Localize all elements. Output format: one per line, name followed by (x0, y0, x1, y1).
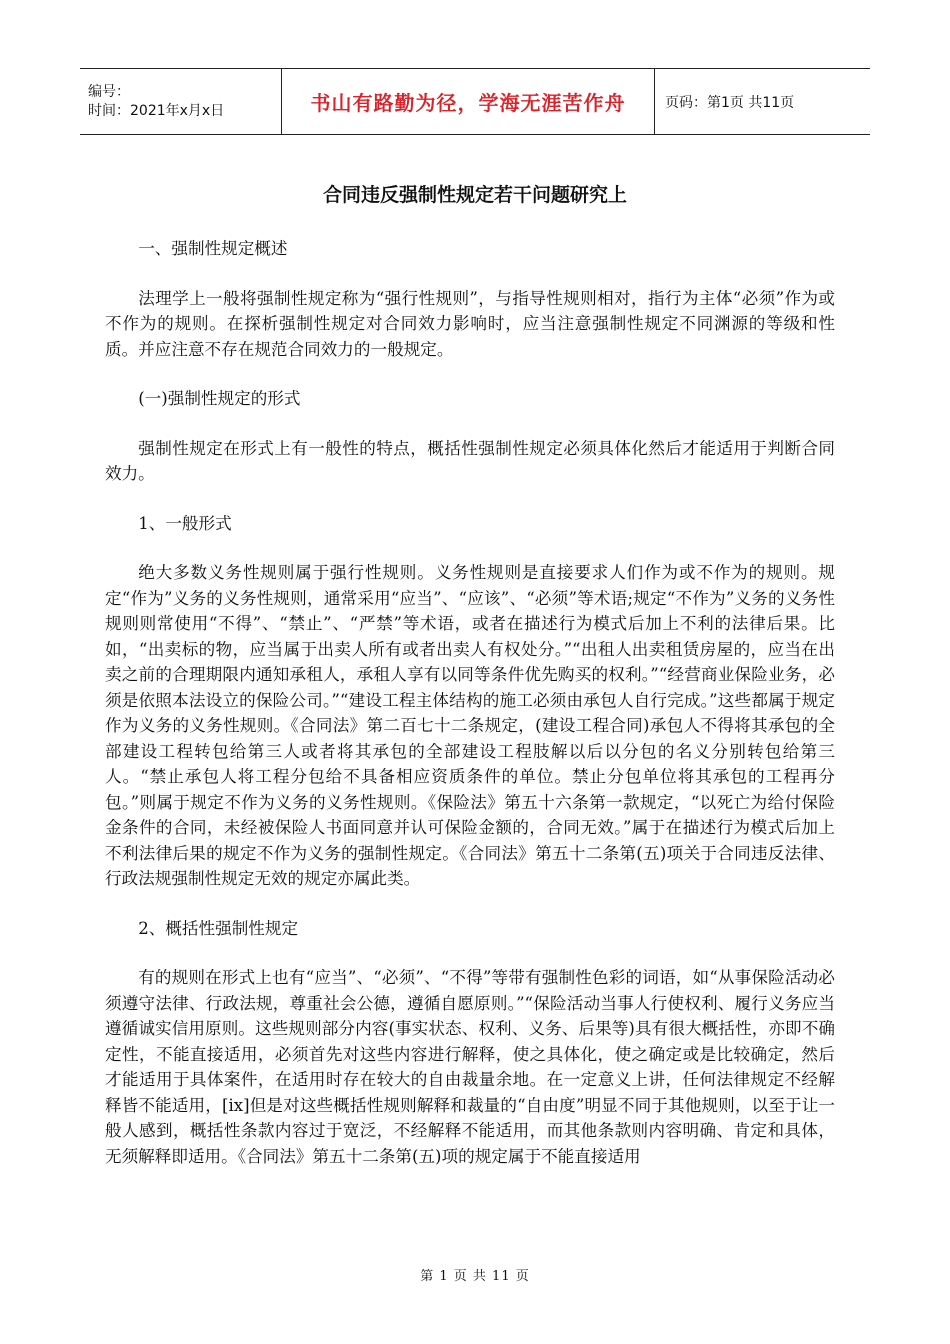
header-motto-cell (281, 69, 655, 134)
section-heading: 1、一般形式 (138, 513, 232, 533)
body-paragraph: 绝大多数义务性规则属于强行性规则。义务性规则是直接要求人们作为或不作为的规则。规定“作为”义务的义务性规则，通常采用“应当”、“应该”、“必须”等术语;规定“不作为”义务的义务性规则则常使用“不得”、“禁止”、“严禁”等术语，或者在描述行为模式后加上不利的法律后果。比如，“出卖标的物，应当属于出卖人所有或者出卖人有权处分。”“出租人出卖租赁房屋的，应当在出卖之前的合理期限内通知承租人，承租人享有以同等条件优先购买的权利。”“经营商业保险业务，必须是依照本法设立的保险公司。”“建设工程主体结构的施工必须由承包人自行完成。”这些都属于规定作为义务的义务性规则。《合同法》第二百七十二条规定，(建设工程合同)承包人不得将其承包的全部建设工程转包给第三人或者将其承包的全部建设工程肢解以后以分包的名义分别转包给第三人。“禁止承包人将工程分包给不具备相应资质条件的单位。禁止分包单位将其承包的工程再分包。”则属于规定不作为义务的义务性规则。《保险法》第五十六条第一款规定，“以死亡为给付保险金条件的合同，未经被保险人书面同意并认可保险金额的，合同无效。”属于在描述行为模式后加上不利法律后果的规定不作为义务的强制性规定。《合同法》第五十二条第(五)项关于合同违反法律、行政法规强制性规定无效的规定亦属此类。 (105, 563, 835, 888)
time-label: 时间：2021年x月x日 (88, 102, 225, 119)
body-paragraph: 法理学上一般将强制性规定称为“强行性规则”，与指导性规则相对，指行为主体“必须”作为或不作为的规则。在探析强制性规定对合同效力影响时，应当注意强制性规定不同渊源的等级和性质。并应注意不存在规范合同效力的一般规定。 (105, 288, 835, 359)
body-paragraph: 强制性规定在形式上有一般性的特点，概括性强制性规定必须具体化然后才能适用于判断合同效力。 (105, 438, 835, 483)
section-heading: 一、强制性规定概述 (138, 239, 288, 258)
body-paragraph: 有的规则在形式上也有“应当”、“必须”、“不得”等带有强制性色彩的词语，如“从事保险活动必须遵守法律、行政法规，尊重社会公德，遵循自愿原则。”“保险活动当事人行使权利、履行义务应当遵循诚实信用原则。这些规则部分内容(事实状态、权利、义务、后果等)具有很大概括性，亦即不确定性，不能直接适用，必须首先对这些内容进行解释，使之具体化，使之确定或是比较确定，然后才能适用于具体案件，在适用时存在较大的自由裁量余地。在一定意义上讲，任何法律规定不经解释皆不能适用，[ix]但是对这些概括性规则解释和裁量的“自由度”明显不同于其他规则，以至于让一般人感到，概括性条款内容过于宽泛，不经解释不能适用，而其他条款则内容明确、肯定和具体，无须解释即适用。《合同法》第五十二条第(五)项的规定属于不能直接适用 (105, 968, 835, 1166)
section-heading: 2、概括性强制性规定 (138, 918, 299, 938)
header-meta (80, 69, 281, 134)
header-page-info: 页码：第1页 共11页 (665, 94, 795, 111)
page-header (80, 68, 870, 135)
header-page-cell (655, 69, 794, 134)
page-footer: 第 1 页 共 11 页 (420, 1269, 530, 1284)
number-label: 编号： (88, 83, 130, 100)
document-body (105, 236, 835, 1193)
section-heading: (一)强制性规定的形式 (138, 389, 301, 408)
document-title: 合同违反强制性规定若干问题研究上 (322, 184, 627, 206)
header-motto: 书山有路勤为径，学海无涯苦作舟 (310, 91, 626, 115)
